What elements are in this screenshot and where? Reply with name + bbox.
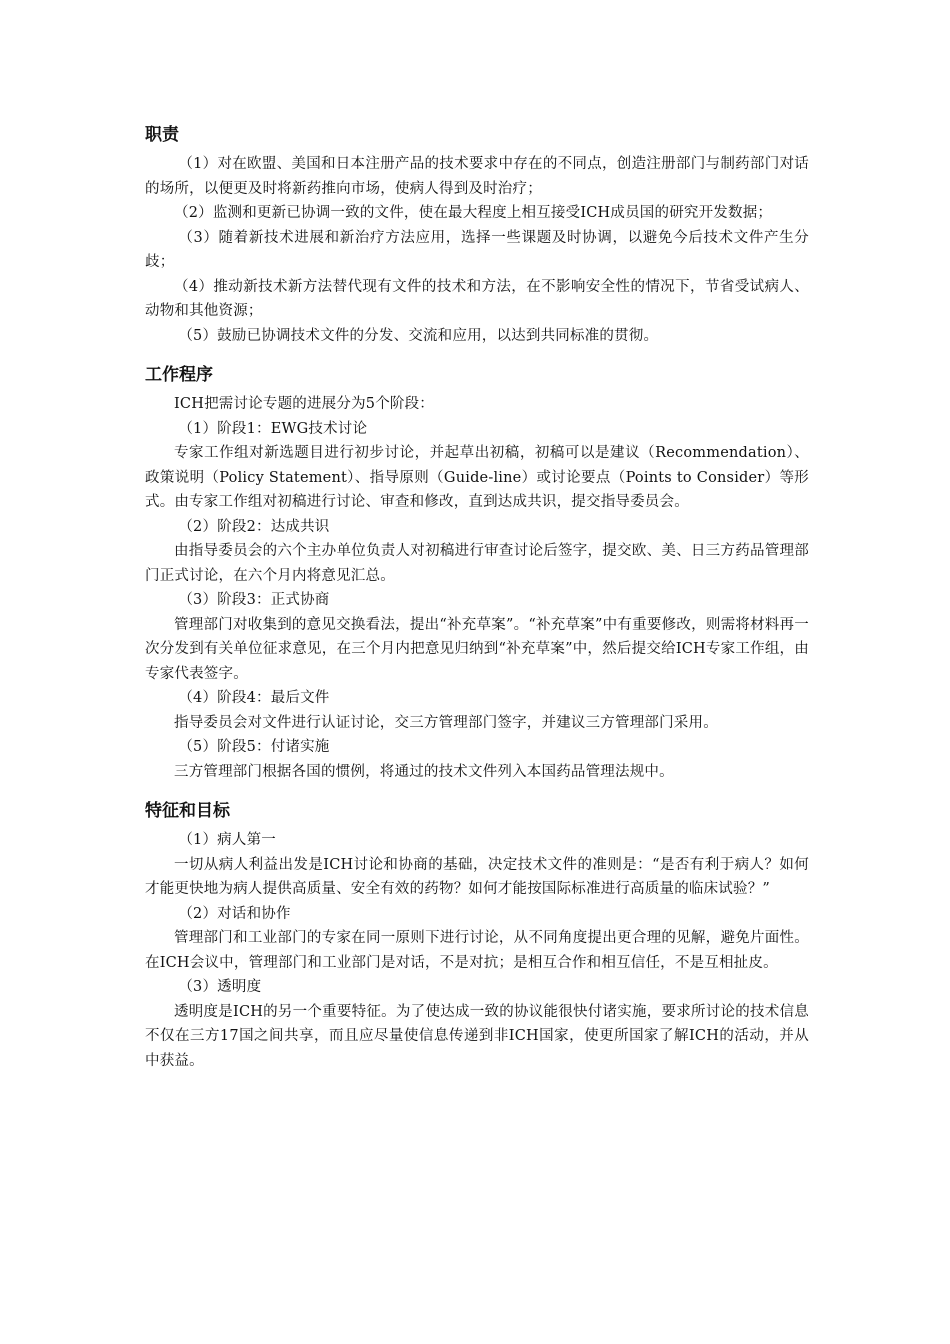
section-work-procedure xyxy=(145,362,809,784)
stage-heading: （2）阶段2：达成共识 xyxy=(178,518,330,535)
section-features-goals xyxy=(145,798,809,1073)
paragraph: （4）推动新技术新方法替代现有文件的技术和方法，在不影响安全性的情况下，节省受试病人、动物和其他资源； xyxy=(145,278,809,319)
paragraph: 透明度是ICH的另一个重要特征。为了使达成一致的协议能很快付诸实施，要求所讨论的技术信息不仅在三方17国之间共享，而且应尽量使信息传递到非ICH国家，使更所国家了解ICH的活动，并从中获益。 xyxy=(145,1003,809,1069)
stage-heading: （4）阶段4：最后文件 xyxy=(178,690,330,706)
section-title: 工作程序 xyxy=(145,365,213,385)
paragraph: ICH把需讨论专题的进展分为5个阶段： xyxy=(174,396,434,412)
paragraph: （3）随着新技术进展和新治疗方法应用，选择一些课题及时协调，以避免今后技术文件产生分歧； xyxy=(145,229,809,270)
feature-heading: （1）病人第一 xyxy=(178,832,276,848)
document-page xyxy=(145,122,809,1087)
paragraph: 三方管理部门根据各国的惯例，将通过的技术文件列入本国药品管理法规中。 xyxy=(174,763,674,780)
paragraph: 由指导委员会的六个主办单位负责人对初稿进行审查讨论后签字，提交欧、美、日三方药品管理部门正式讨论，在六个月内将意见汇总。 xyxy=(145,543,809,584)
paragraph: 管理部门对收集到的意见交换看法，提出“补充草案”。“补充草案”中有重要修改，则需将材料再一次分发到有关单位征求意见，在三个月内把意见归纳到“补充草案”中，然后提交给ICH专家工作组，由专家代表签字。 xyxy=(145,616,809,682)
section-title: 特征和目标 xyxy=(145,801,230,821)
stage-heading: （5）阶段5：付诸实施 xyxy=(178,739,330,755)
section-responsibilities xyxy=(145,122,809,348)
paragraph: （5）鼓励已协调技术文件的分发、交流和应用，以达到共同标准的贯彻。 xyxy=(178,327,659,344)
feature-heading: （2）对话和协作 xyxy=(178,905,291,922)
paragraph: 管理部门和工业部门的专家在同一原则下进行讨论，从不同角度提出更合理的见解，避免片面性。在ICH会议中，管理部门和工业部门是对话，不是对抗；是相互合作和相互信任，不是互相扯皮。 xyxy=(145,930,809,971)
paragraph: 一切从病人利益出发是ICH讨论和协商的基础，决定技术文件的准则是：“是否有利于病人？如何才能更快地为病人提供高质量、安全有效的药物？如何才能按国际标准进行高质量的临床试验？” xyxy=(145,856,809,897)
stage-heading: （3）阶段3：正式协商 xyxy=(178,592,330,608)
paragraph: 指导委员会对文件进行认证讨论，交三方管理部门签字，并建议三方管理部门采用。 xyxy=(174,714,718,731)
paragraph: 专家工作组对新选题目进行初步讨论，并起草出初稿，初稿可以是建议（Recommendation）、政策说明（Policy Statement）、指导原则（Guide-line）或讨论要点（Points to Consider）等形式。由专家工作组对初稿进行讨论、审查和修改，直到达成共识，提交指导委员会。 xyxy=(145,445,809,510)
section-title: 职责 xyxy=(145,125,179,145)
feature-heading: （3）透明度 xyxy=(178,979,262,995)
paragraph: （2）监测和更新已协调一致的文件，使在最大程度上相互接受ICH成员国的研究开发数据； xyxy=(174,205,773,221)
paragraph: （1）对在欧盟、美国和日本注册产品的技术要求中存在的不同点，创造注册部门与制药部门对话的场所，以便更及时将新药推向市场，使病人得到及时治疗； xyxy=(145,156,809,197)
stage-heading: （1）阶段1：EWG技术讨论 xyxy=(178,420,368,437)
